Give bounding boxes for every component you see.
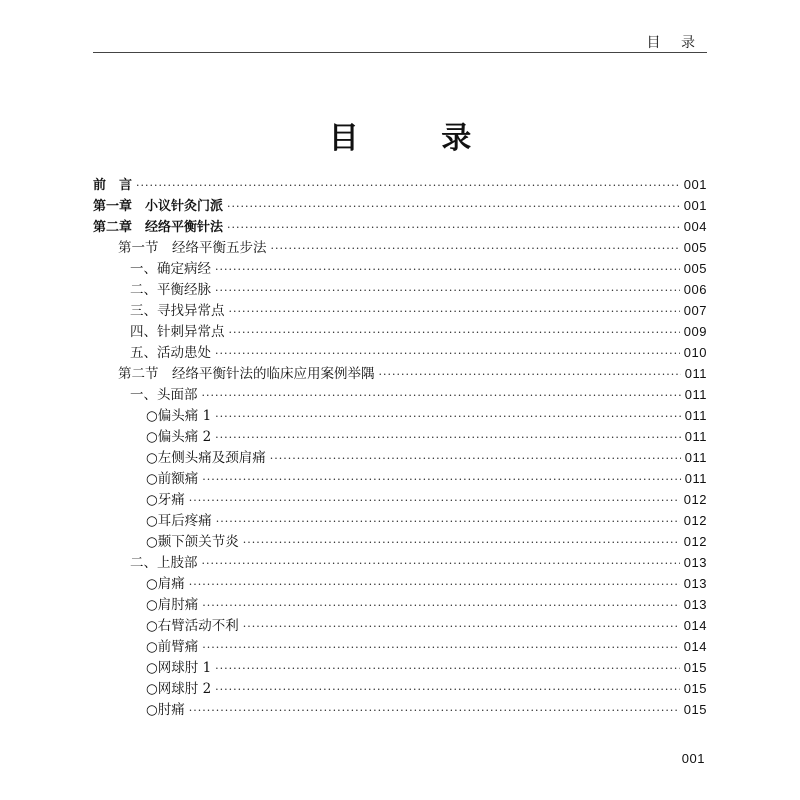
toc-entry-label: 前 言 <box>93 178 133 193</box>
toc-entry-page: 001 <box>683 198 707 213</box>
toc-entry-label: ○颞下颌关节炎 <box>146 534 239 550</box>
toc-entry[interactable] <box>93 174 707 195</box>
toc-entry-label: ○偏头痛 1 <box>146 408 212 424</box>
toc-entry-page: 011 <box>684 450 707 465</box>
page-number: 001 <box>681 751 705 766</box>
toc-entry-page: 015 <box>683 681 707 696</box>
toc-entry-page: 004 <box>683 219 707 234</box>
toc-entry-page: 011 <box>684 429 707 444</box>
toc-entry-label: 一、确定病经 <box>130 261 211 277</box>
dot-leader <box>189 574 680 595</box>
toc-entry[interactable] <box>93 426 707 447</box>
toc-entry-page: 009 <box>683 324 707 339</box>
toc-entry-page: 013 <box>683 597 707 612</box>
dot-leader <box>202 595 680 616</box>
dot-leader <box>189 490 680 511</box>
dot-leader <box>215 280 680 301</box>
toc-entry[interactable] <box>93 363 707 384</box>
toc-entry[interactable] <box>93 615 707 636</box>
toc-entry-label: ○耳后疼痛 <box>146 513 212 529</box>
toc-entry-label: ○偏头痛 2 <box>146 429 212 445</box>
toc-entry-label: ○右臂活动不利 <box>146 618 239 634</box>
running-header <box>93 32 707 53</box>
dot-leader <box>215 259 680 280</box>
toc-entry[interactable] <box>93 447 707 468</box>
toc-entry-page: 005 <box>683 240 707 255</box>
dot-leader <box>202 637 680 658</box>
dot-leader <box>227 217 680 238</box>
toc-entry-label: 二、平衡经脉 <box>130 282 211 298</box>
toc-entry-label: ○肩肘痛 <box>146 597 199 613</box>
toc-entry-label: 五、活动患处 <box>130 345 211 361</box>
toc-entry-label: 第一节 经络平衡五步法 <box>118 240 267 256</box>
toc-entry-label: ○前臂痛 <box>146 639 199 655</box>
dot-leader <box>215 679 680 700</box>
dot-leader <box>227 196 680 217</box>
toc-entry[interactable] <box>93 300 707 321</box>
toc-entry-label: 四、针刺异常点 <box>130 324 225 340</box>
toc-entry[interactable] <box>93 258 707 279</box>
toc-entry-page: 011 <box>684 408 707 423</box>
toc-entry[interactable] <box>93 552 707 573</box>
dot-leader <box>271 238 680 259</box>
table-of-contents <box>93 174 707 720</box>
toc-entry-label: 第二章 经络平衡针法 <box>93 220 224 235</box>
toc-entry[interactable] <box>93 279 707 300</box>
toc-entry[interactable] <box>93 657 707 678</box>
toc-entry-label: 第二节 经络平衡针法的临床应用案例举隅 <box>118 366 375 382</box>
toc-entry-label: ○肘痛 <box>146 702 185 718</box>
toc-entry-page: 011 <box>684 366 707 381</box>
toc-entry[interactable] <box>93 195 707 216</box>
toc-entry-page: 012 <box>683 513 707 528</box>
toc-entry[interactable] <box>93 699 707 720</box>
toc-entry[interactable] <box>93 468 707 489</box>
dot-leader <box>379 364 681 385</box>
toc-entry[interactable] <box>93 531 707 552</box>
dot-leader <box>202 553 680 574</box>
toc-entry[interactable] <box>93 573 707 594</box>
toc-entry[interactable] <box>93 237 707 258</box>
dot-leader <box>202 469 680 490</box>
toc-entry-page: 014 <box>683 639 707 654</box>
toc-entry-label: ○肩痛 <box>146 576 185 592</box>
toc-entry[interactable] <box>93 636 707 657</box>
toc-entry-page: 007 <box>683 303 707 318</box>
toc-entry-label: ○网球肘 1 <box>146 660 212 676</box>
toc-entry-label: ○网球肘 2 <box>146 681 212 697</box>
toc-entry[interactable] <box>93 342 707 363</box>
dot-leader <box>215 427 681 448</box>
toc-entry[interactable] <box>93 678 707 699</box>
dot-leader <box>270 448 681 469</box>
toc-entry-page: 001 <box>683 177 707 192</box>
dot-leader <box>136 175 680 196</box>
dot-leader <box>215 343 680 364</box>
toc-entry-page: 015 <box>683 702 707 717</box>
toc-entry-page: 013 <box>683 555 707 570</box>
toc-entry-page: 006 <box>683 282 707 297</box>
toc-entry[interactable] <box>93 321 707 342</box>
dot-leader <box>202 385 681 406</box>
dot-leader <box>229 301 680 322</box>
toc-entry-page: 012 <box>683 492 707 507</box>
toc-entry[interactable] <box>93 384 707 405</box>
toc-entry-label: 三、寻找异常点 <box>130 303 225 319</box>
dot-leader <box>216 511 680 532</box>
dot-leader <box>215 658 680 679</box>
toc-entry-page: 011 <box>684 471 707 486</box>
toc-entry-page: 015 <box>683 660 707 675</box>
toc-entry-page: 005 <box>683 261 707 276</box>
toc-entry[interactable] <box>93 489 707 510</box>
toc-entry-page: 012 <box>683 534 707 549</box>
toc-entry-label: 一、头面部 <box>130 387 198 403</box>
dot-leader <box>189 700 680 721</box>
toc-entry[interactable] <box>93 216 707 237</box>
dot-leader <box>243 616 680 637</box>
toc-entry-label: ○左侧头痛及颈肩痛 <box>146 450 266 466</box>
running-header-title: 目 录 <box>646 35 703 51</box>
toc-entry-label: ○牙痛 <box>146 492 185 508</box>
dot-leader <box>243 532 680 553</box>
toc-entry-page: 013 <box>683 576 707 591</box>
page-title: 目 录 <box>328 121 508 156</box>
toc-entry[interactable] <box>93 405 707 426</box>
toc-entry-label: 二、上肢部 <box>130 555 198 571</box>
toc-entry-page: 010 <box>683 345 707 360</box>
toc-entry-label: 第一章 小议针灸门派 <box>93 199 224 214</box>
toc-entry[interactable] <box>93 510 707 531</box>
dot-leader <box>215 406 681 427</box>
toc-entry[interactable] <box>93 594 707 615</box>
toc-entry-page: 014 <box>683 618 707 633</box>
dot-leader <box>229 322 680 343</box>
toc-entry-label: ○前额痛 <box>146 471 199 487</box>
toc-entry-page: 011 <box>684 387 707 402</box>
